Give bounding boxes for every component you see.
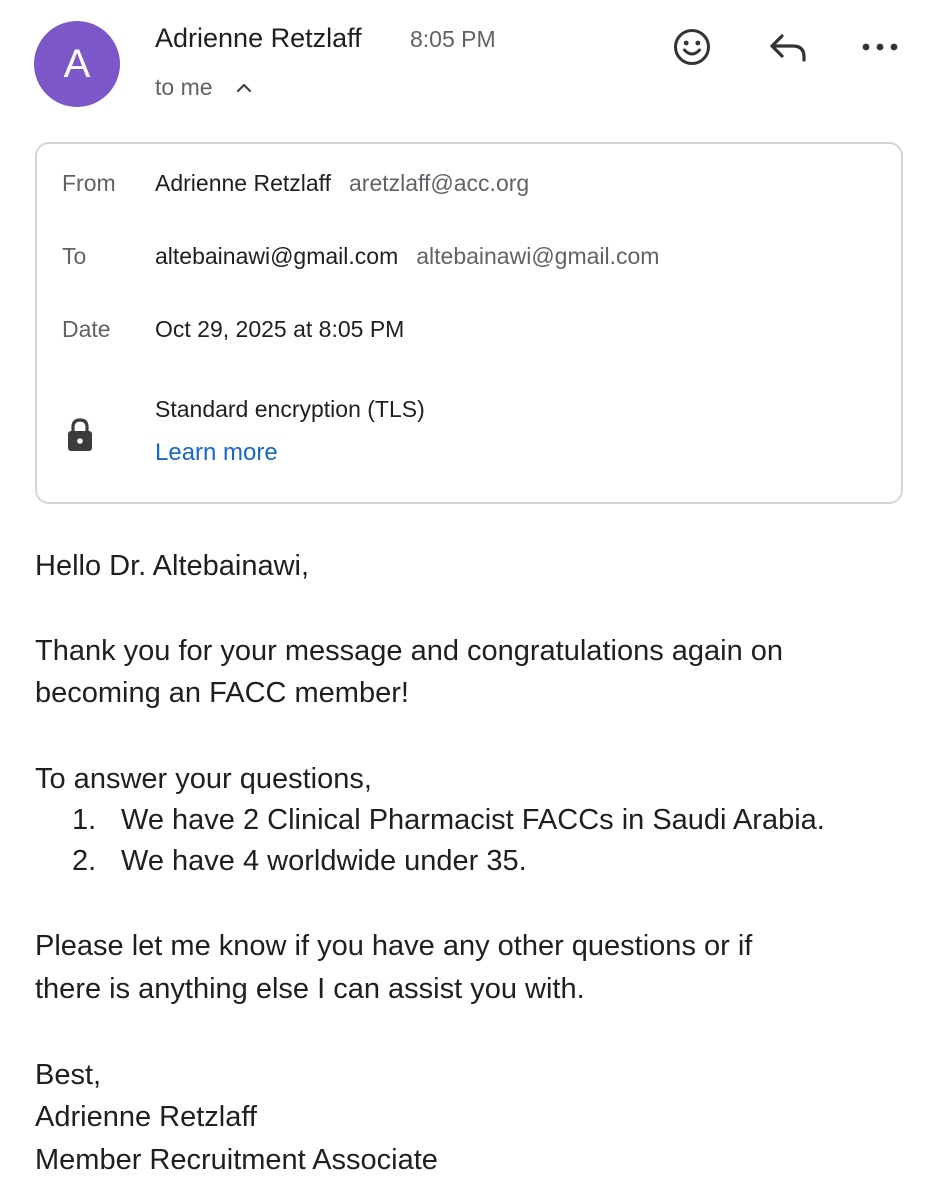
paragraph-2-line-2: there is anything else I can assist you with. bbox=[35, 973, 585, 1005]
more-horizontal-icon bbox=[860, 41, 900, 53]
recipient-details-toggle[interactable] bbox=[155, 74, 253, 101]
recipient-summary: to me bbox=[155, 74, 213, 100]
sender-avatar[interactable]: A bbox=[34, 21, 120, 107]
paragraph-1-line-2: becoming an FACC member! bbox=[35, 677, 409, 709]
paragraph-2-line-1: Please let me know if you have any other questions or if bbox=[35, 930, 753, 962]
sent-time: 8:05 PM bbox=[410, 26, 496, 52]
more-options-button[interactable] bbox=[857, 24, 903, 70]
emoji-reaction-button[interactable] bbox=[669, 24, 715, 70]
to-email[interactable]: altebainawi@gmail.com bbox=[416, 243, 660, 269]
list-item-1-number: 1. bbox=[72, 804, 97, 836]
list-item-2-text: We have 4 worldwide under 35. bbox=[121, 845, 527, 877]
list-item-2-number: 2. bbox=[72, 845, 97, 877]
from-email[interactable]: aretzlaff@acc.org bbox=[349, 170, 530, 196]
signature-title: Member Recruitment Associate bbox=[35, 1144, 438, 1176]
signoff: Best, bbox=[35, 1059, 102, 1091]
list-item-1-text: We have 2 Clinical Pharmacist FACCs in Saudi Arabia. bbox=[121, 804, 825, 836]
chevron-up-icon bbox=[235, 81, 253, 95]
reply-arrow-icon bbox=[765, 27, 809, 67]
learn-more-link[interactable]: Learn more bbox=[155, 439, 278, 466]
from-label: From bbox=[62, 170, 116, 196]
encryption-status: Standard encryption (TLS) bbox=[155, 396, 425, 422]
to-value bbox=[155, 243, 659, 270]
from-value bbox=[155, 170, 529, 197]
to-label: To bbox=[62, 243, 87, 269]
message-details-card bbox=[35, 142, 903, 504]
email-header bbox=[0, 0, 941, 120]
date-label: Date bbox=[62, 316, 111, 342]
sender-name[interactable]: Adrienne Retzlaff bbox=[155, 23, 362, 53]
smiley-icon bbox=[672, 27, 712, 67]
paragraph-1-line-1: Thank you for your message and congratulations again on bbox=[35, 635, 784, 667]
to-name: altebainawi@gmail.com bbox=[155, 243, 399, 269]
lock-icon bbox=[65, 416, 95, 454]
date-value: Oct 29, 2025 at 8:05 PM bbox=[155, 316, 405, 342]
greeting-line: Hello Dr. Altebainawi, bbox=[35, 550, 310, 582]
from-name: Adrienne Retzlaff bbox=[155, 170, 332, 196]
signature-name: Adrienne Retzlaff bbox=[35, 1101, 257, 1133]
questions-intro: To answer your questions, bbox=[35, 763, 372, 795]
reply-button[interactable] bbox=[764, 24, 810, 70]
